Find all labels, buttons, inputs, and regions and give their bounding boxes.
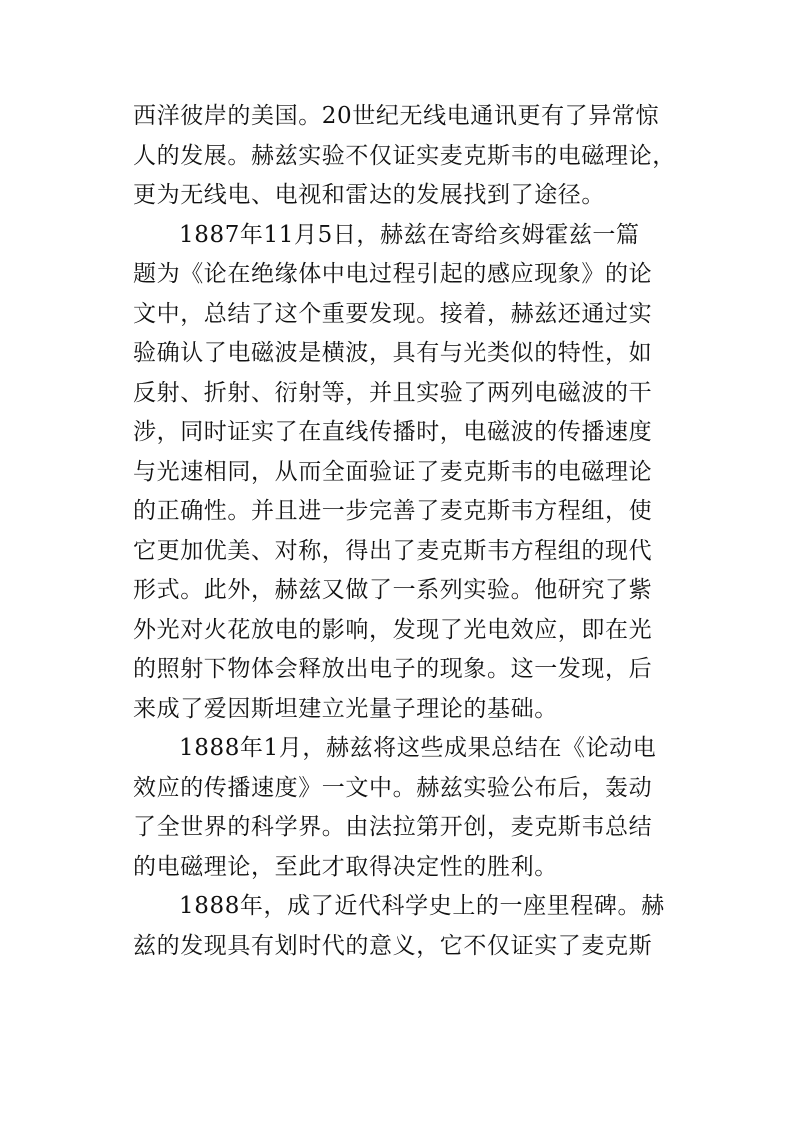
text-line: 1887年11月5日，赫兹在寄给亥姆霍兹一篇 bbox=[179, 221, 640, 248]
text-line: 题为《论在绝缘体中电过程引起的感应现象》的论 bbox=[133, 261, 653, 287]
text-line: 1888年，成了近代科学史上的一座里程碑。赫 bbox=[179, 893, 665, 919]
text-line: 外光对火花放电的影响，发现了光电效应，即在光 bbox=[133, 616, 653, 643]
body-text bbox=[133, 97, 676, 966]
text-line: 反射、折射、衍射等，并且实验了两列电磁波的干 bbox=[133, 379, 653, 406]
text-line: 效应的传播速度》一文中。赫兹实验公布后，轰动 bbox=[133, 774, 653, 801]
text-line: 与光速相同，从而全面验证了麦克斯韦的电磁理论 bbox=[133, 458, 653, 485]
text-line: 人的发展。赫兹实验不仅证实麦克斯韦的电磁理论， bbox=[133, 142, 676, 169]
text-line: 西洋彼岸的美国。20世纪无线电通讯更有了异常惊 bbox=[133, 103, 660, 129]
text-line: 验确认了电磁波是横波，具有与光类似的特性，如 bbox=[133, 340, 653, 366]
text-line: 1888年1月，赫兹将这些成果总结在《论动电 bbox=[179, 735, 657, 761]
text-line: 的电磁理论，至此才取得决定性的胜利。 bbox=[133, 853, 558, 880]
text-line: 了全世界的科学界。由法拉第开创，麦克斯韦总结 bbox=[133, 814, 653, 840]
text-line: 形式。此外，赫兹又做了一系列实验。他研究了紫 bbox=[133, 577, 653, 603]
text-line: 的照射下物体会释放出电子的现象。这一发现，后 bbox=[133, 656, 653, 682]
text-line: 涉，同时证实了在直线传播时，电磁波的传播速度 bbox=[133, 419, 653, 445]
text-line: 更为无线电、电视和雷达的发展找到了途径。 bbox=[133, 182, 605, 208]
text-line: 来成了爱因斯坦建立光量子理论的基础。 bbox=[133, 695, 558, 722]
text-line: 文中，总结了这个重要发现。接着，赫兹还通过实 bbox=[133, 300, 653, 327]
text-line: 它更加优美、对称，得出了麦克斯韦方程组的现代 bbox=[133, 537, 653, 564]
text-line: 的正确性。并且进一步完善了麦克斯韦方程组，使 bbox=[133, 498, 653, 524]
text-line: 兹的发现具有划时代的意义，它不仅证实了麦克斯 bbox=[133, 932, 653, 959]
